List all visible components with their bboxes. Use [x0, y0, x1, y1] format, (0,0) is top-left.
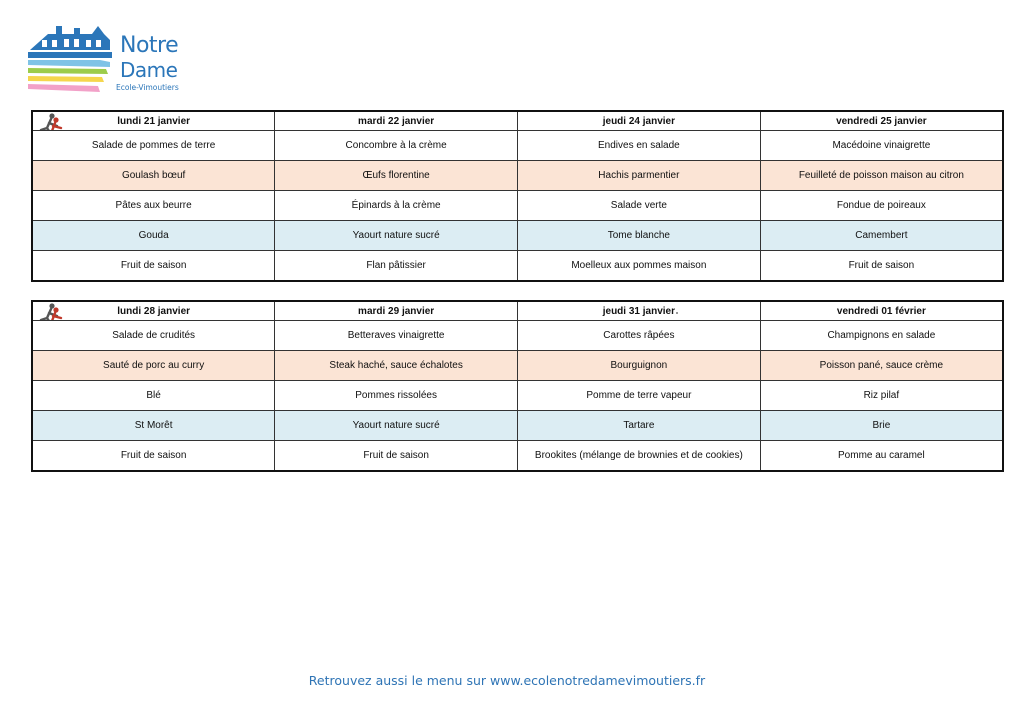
dish-cell: Camembert [760, 221, 1003, 251]
dish-cell: Bourguignon [518, 351, 761, 381]
dish-cell: Pomme de terre vapeur [518, 381, 761, 411]
day-header: mardi 22 janvier [275, 111, 518, 131]
dish-cell: Fruit de saison [32, 251, 275, 282]
dish-cell: Blé [32, 381, 275, 411]
dish-cell: Feuilleté de poisson maison au citron [760, 161, 1003, 191]
day-header: jeudi 24 janvier [518, 111, 761, 131]
dish-cell: Brie [760, 411, 1003, 441]
day-header: mardi 29 janvier [275, 301, 518, 321]
runner-icon [37, 303, 63, 321]
dish-cell: Betteraves vinaigrette [275, 321, 518, 351]
dish-cell: Hachis parmentier [518, 161, 761, 191]
day-label: lundi 21 janvier [117, 115, 191, 127]
runner-icon [37, 113, 63, 131]
dish-cell: Gouda [32, 221, 275, 251]
dish-cell: Riz pilaf [760, 381, 1003, 411]
dairy-row [32, 411, 1003, 441]
dessert-row [32, 251, 1003, 282]
dish-cell: Fruit de saison [760, 251, 1003, 282]
dish-cell: Moelleux aux pommes maison [518, 251, 761, 282]
logo-line2: Dame [120, 58, 178, 82]
dish-cell: Yaourt nature sucré [275, 411, 518, 441]
dish-cell: Tartare [518, 411, 761, 441]
side-dish-row [32, 381, 1003, 411]
dish-cell: Sauté de porc au curry [32, 351, 275, 381]
dairy-row [32, 221, 1003, 251]
dish-cell: Tome blanche [518, 221, 761, 251]
footer-website: Retrouvez aussi le menu sur www.ecolenotredamevimoutiers.fr [308, 673, 706, 688]
menu-week-1 [31, 110, 1004, 282]
menu-week-2 [31, 300, 1004, 472]
day-header: vendredi 25 janvier [760, 111, 1003, 131]
dish-cell: Flan pâtissier [275, 251, 518, 282]
dish-cell: Fondue de poireaux [760, 191, 1003, 221]
dish-cell: Yaourt nature sucré [275, 221, 518, 251]
starter-row [32, 321, 1003, 351]
starter-row [32, 131, 1003, 161]
logo-subtitle: Ecole-Vimoutiers [116, 83, 179, 92]
day-header: jeudi 31 janvier [518, 301, 761, 321]
logo-line1: Notre [120, 33, 179, 58]
dish-cell: Pâtes aux beurre [32, 191, 275, 221]
day-header [32, 111, 275, 131]
dish-cell: Œufs florentine [275, 161, 518, 191]
dish-cell: Pomme au caramel [760, 441, 1003, 472]
dish-cell: Salade de crudités [32, 321, 275, 351]
dish-cell: Poisson pané, sauce crème [760, 351, 1003, 381]
day-header-row [32, 301, 1003, 321]
dish-cell: St Morêt [32, 411, 275, 441]
day-label: lundi 28 janvier [117, 305, 191, 317]
dish-cell: Endives en salade [518, 131, 761, 161]
side-dish-row [32, 191, 1003, 221]
dish-cell: Goulash bœuf [32, 161, 275, 191]
dish-cell: Brookites (mélange de brownies et de cookies) [518, 441, 761, 472]
dish-cell: Steak haché, sauce échalotes [275, 351, 518, 381]
dessert-row [32, 441, 1003, 472]
dish-cell: Pommes rissolées [275, 381, 518, 411]
dish-cell: Épinards à la crème [275, 191, 518, 221]
dish-cell: Salade verte [518, 191, 761, 221]
dish-cell: Carottes râpées [518, 321, 761, 351]
dish-cell: Fruit de saison [32, 441, 275, 472]
main-dish-row [32, 351, 1003, 381]
dish-cell: Macédoine vinaigrette [760, 131, 1003, 161]
dish-cell: Champignons en salade [760, 321, 1003, 351]
day-header-row [32, 111, 1003, 131]
day-header [32, 301, 275, 321]
dish-cell: Salade de pommes de terre [32, 131, 275, 161]
main-dish-row [32, 161, 1003, 191]
stray-dot [676, 312, 678, 314]
day-header: vendredi 01 février [760, 301, 1003, 321]
dish-cell: Fruit de saison [275, 441, 518, 472]
dish-cell: Concombre à la crème [275, 131, 518, 161]
